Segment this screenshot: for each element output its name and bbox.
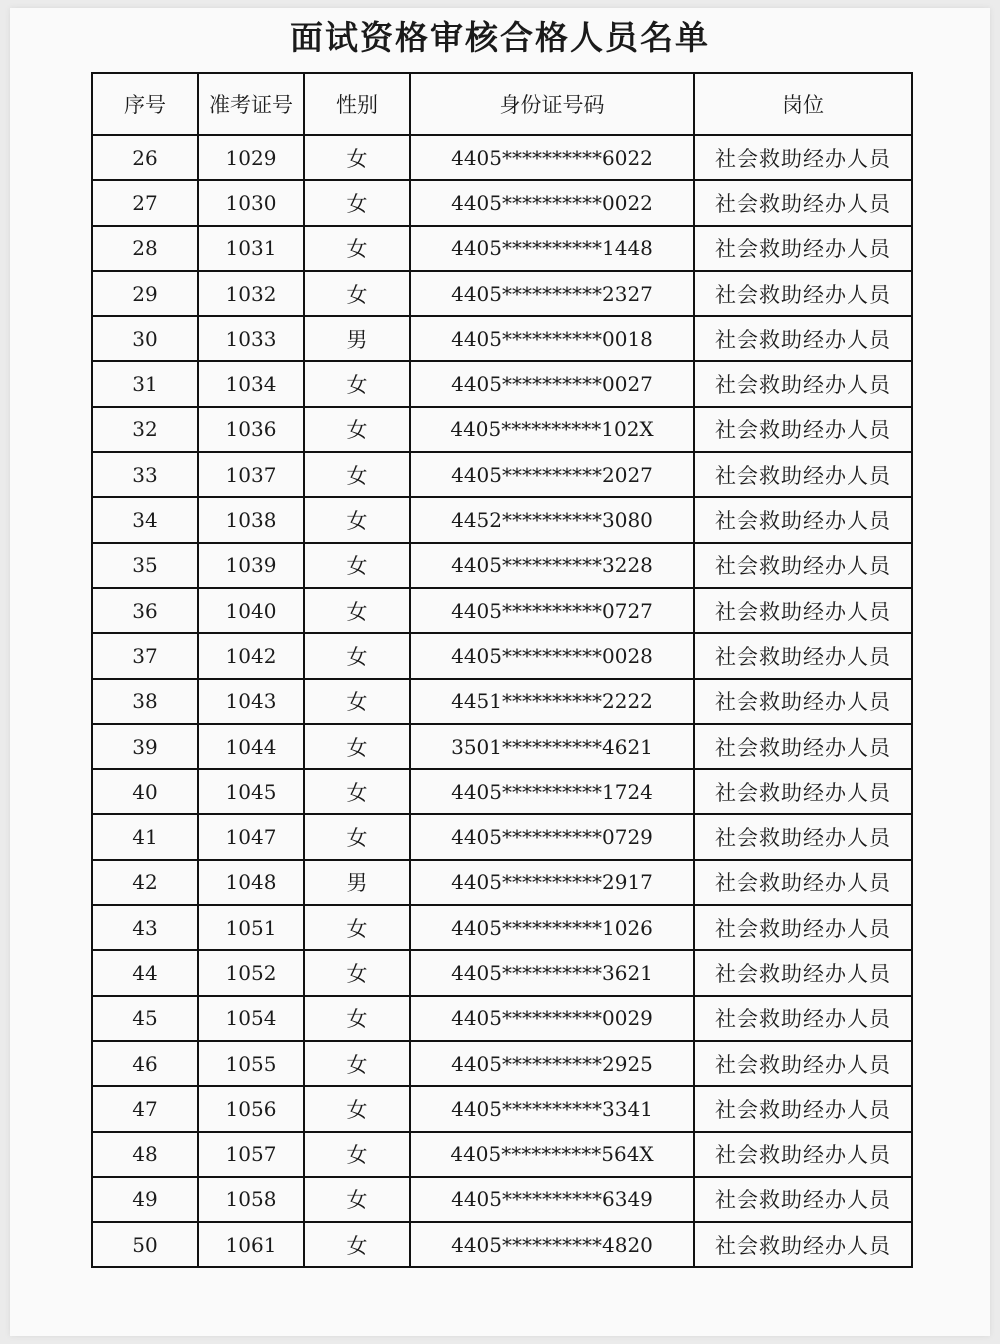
cell-serial-number: 40 xyxy=(92,769,198,814)
cell-id-number: 4405**********4820 xyxy=(410,1222,694,1267)
header-serial-number: 序号 xyxy=(92,73,198,135)
table-row xyxy=(92,1132,912,1177)
cell-gender: 女 xyxy=(304,588,410,633)
cell-post: 社会救助经办人员 xyxy=(694,950,912,995)
cell-post: 社会救助经办人员 xyxy=(694,905,912,950)
cell-post: 社会救助经办人员 xyxy=(694,497,912,542)
table-row xyxy=(92,1086,912,1131)
cell-id-number: 4405**********0028 xyxy=(410,633,694,678)
cell-post: 社会救助经办人员 xyxy=(694,135,912,180)
cell-exam-id: 1043 xyxy=(198,679,304,724)
cell-post: 社会救助经办人员 xyxy=(694,769,912,814)
cell-serial-number: 27 xyxy=(92,180,198,225)
table-row xyxy=(92,633,912,678)
cell-gender: 女 xyxy=(304,497,410,542)
cell-id-number: 4405**********3341 xyxy=(410,1086,694,1131)
cell-id-number: 4405**********2327 xyxy=(410,271,694,316)
table-row xyxy=(92,497,912,542)
header-exam-id: 准考证号 xyxy=(198,73,304,135)
cell-exam-id: 1045 xyxy=(198,769,304,814)
cell-id-number: 4405**********6349 xyxy=(410,1177,694,1222)
cell-post: 社会救助经办人员 xyxy=(694,996,912,1041)
cell-id-number: 4405**********0727 xyxy=(410,588,694,633)
cell-post: 社会救助经办人员 xyxy=(694,1086,912,1131)
table-row xyxy=(92,996,912,1041)
cell-id-number: 4405**********0729 xyxy=(410,814,694,859)
cell-gender: 女 xyxy=(304,996,410,1041)
cell-serial-number: 39 xyxy=(92,724,198,769)
table-row xyxy=(92,1041,912,1086)
table-row xyxy=(92,769,912,814)
cell-exam-id: 1034 xyxy=(198,361,304,406)
cell-gender: 女 xyxy=(304,724,410,769)
table-row xyxy=(92,316,912,361)
cell-id-number: 4405**********1724 xyxy=(410,769,694,814)
cell-serial-number: 44 xyxy=(92,950,198,995)
cell-exam-id: 1048 xyxy=(198,860,304,905)
cell-post: 社会救助经办人员 xyxy=(694,633,912,678)
cell-post: 社会救助经办人员 xyxy=(694,226,912,271)
table-row xyxy=(92,271,912,316)
cell-gender: 女 xyxy=(304,271,410,316)
table-row xyxy=(92,860,912,905)
header-post: 岗位 xyxy=(694,73,912,135)
cell-post: 社会救助经办人员 xyxy=(694,1132,912,1177)
cell-exam-id: 1042 xyxy=(198,633,304,678)
cell-exam-id: 1057 xyxy=(198,1132,304,1177)
cell-post: 社会救助经办人员 xyxy=(694,1222,912,1267)
cell-serial-number: 47 xyxy=(92,1086,198,1131)
table-row xyxy=(92,1177,912,1222)
cell-gender: 女 xyxy=(304,407,410,452)
table-row xyxy=(92,905,912,950)
cell-id-number: 4405**********0027 xyxy=(410,361,694,406)
cell-gender: 女 xyxy=(304,135,410,180)
table-header-row xyxy=(92,73,912,135)
cell-exam-id: 1031 xyxy=(198,226,304,271)
cell-serial-number: 49 xyxy=(92,1177,198,1222)
cell-exam-id: 1055 xyxy=(198,1041,304,1086)
table-row xyxy=(92,679,912,724)
cell-serial-number: 45 xyxy=(92,996,198,1041)
cell-post: 社会救助经办人员 xyxy=(694,1041,912,1086)
cell-id-number: 4405**********0022 xyxy=(410,180,694,225)
cell-id-number: 4405**********2027 xyxy=(410,452,694,497)
table-row xyxy=(92,407,912,452)
cell-serial-number: 35 xyxy=(92,543,198,588)
header-id-number: 身份证号码 xyxy=(410,73,694,135)
table-row xyxy=(92,135,912,180)
cell-id-number: 4405**********1448 xyxy=(410,226,694,271)
cell-gender: 女 xyxy=(304,1041,410,1086)
cell-post: 社会救助经办人员 xyxy=(694,180,912,225)
cell-serial-number: 33 xyxy=(92,452,198,497)
cell-id-number: 4405**********0018 xyxy=(410,316,694,361)
cell-exam-id: 1038 xyxy=(198,497,304,542)
table-row xyxy=(92,180,912,225)
cell-serial-number: 43 xyxy=(92,905,198,950)
cell-serial-number: 30 xyxy=(92,316,198,361)
cell-exam-id: 1039 xyxy=(198,543,304,588)
cell-serial-number: 46 xyxy=(92,1041,198,1086)
cell-exam-id: 1044 xyxy=(198,724,304,769)
table-row xyxy=(92,814,912,859)
cell-serial-number: 32 xyxy=(92,407,198,452)
cell-id-number: 4405**********6022 xyxy=(410,135,694,180)
cell-exam-id: 1029 xyxy=(198,135,304,180)
cell-id-number: 4405**********102X xyxy=(410,407,694,452)
cell-exam-id: 1061 xyxy=(198,1222,304,1267)
cell-serial-number: 48 xyxy=(92,1132,198,1177)
table-row xyxy=(92,543,912,588)
table-body xyxy=(92,135,912,1267)
cell-exam-id: 1036 xyxy=(198,407,304,452)
cell-id-number: 4405**********2917 xyxy=(410,860,694,905)
table-row xyxy=(92,950,912,995)
cell-post: 社会救助经办人员 xyxy=(694,316,912,361)
cell-serial-number: 50 xyxy=(92,1222,198,1267)
cell-gender: 女 xyxy=(304,769,410,814)
cell-post: 社会救助经办人员 xyxy=(694,452,912,497)
cell-serial-number: 36 xyxy=(92,588,198,633)
cell-id-number: 4405**********3228 xyxy=(410,543,694,588)
cell-post: 社会救助经办人员 xyxy=(694,814,912,859)
cell-gender: 女 xyxy=(304,1177,410,1222)
cell-id-number: 4452**********3080 xyxy=(410,497,694,542)
cell-gender: 女 xyxy=(304,905,410,950)
cell-serial-number: 31 xyxy=(92,361,198,406)
cell-post: 社会救助经办人员 xyxy=(694,860,912,905)
cell-serial-number: 38 xyxy=(92,679,198,724)
header-gender: 性别 xyxy=(304,73,410,135)
cell-post: 社会救助经办人员 xyxy=(694,588,912,633)
cell-post: 社会救助经办人员 xyxy=(694,407,912,452)
cell-id-number: 4405**********3621 xyxy=(410,950,694,995)
cell-exam-id: 1032 xyxy=(198,271,304,316)
cell-gender: 男 xyxy=(304,316,410,361)
cell-serial-number: 41 xyxy=(92,814,198,859)
cell-post: 社会救助经办人员 xyxy=(694,724,912,769)
cell-gender: 女 xyxy=(304,452,410,497)
cell-exam-id: 1052 xyxy=(198,950,304,995)
cell-exam-id: 1030 xyxy=(198,180,304,225)
cell-post: 社会救助经办人员 xyxy=(694,1177,912,1222)
cell-post: 社会救助经办人员 xyxy=(694,361,912,406)
cell-exam-id: 1033 xyxy=(198,316,304,361)
table-row xyxy=(92,588,912,633)
cell-serial-number: 26 xyxy=(92,135,198,180)
cell-id-number: 4405**********2925 xyxy=(410,1041,694,1086)
cell-gender: 女 xyxy=(304,1222,410,1267)
table-row xyxy=(92,361,912,406)
cell-gender: 男 xyxy=(304,860,410,905)
cell-serial-number: 37 xyxy=(92,633,198,678)
page-title: 面试资格审核合格人员名单 xyxy=(290,18,710,57)
cell-post: 社会救助经办人员 xyxy=(694,271,912,316)
cell-gender: 女 xyxy=(304,814,410,859)
cell-id-number: 4405**********1026 xyxy=(410,905,694,950)
cell-serial-number: 42 xyxy=(92,860,198,905)
cell-exam-id: 1037 xyxy=(198,452,304,497)
cell-gender: 女 xyxy=(304,543,410,588)
cell-post: 社会救助经办人员 xyxy=(694,679,912,724)
cell-gender: 女 xyxy=(304,633,410,678)
cell-exam-id: 1054 xyxy=(198,996,304,1041)
cell-exam-id: 1047 xyxy=(198,814,304,859)
table-row xyxy=(92,1222,912,1267)
cell-exam-id: 1056 xyxy=(198,1086,304,1131)
table-row xyxy=(92,226,912,271)
cell-exam-id: 1040 xyxy=(198,588,304,633)
table-row xyxy=(92,452,912,497)
cell-serial-number: 34 xyxy=(92,497,198,542)
cell-exam-id: 1058 xyxy=(198,1177,304,1222)
cell-id-number: 4405**********564X xyxy=(410,1132,694,1177)
cell-id-number: 4451**********2222 xyxy=(410,679,694,724)
cell-exam-id: 1051 xyxy=(198,905,304,950)
cell-serial-number: 28 xyxy=(92,226,198,271)
candidate-table xyxy=(91,72,913,1268)
cell-gender: 女 xyxy=(304,361,410,406)
cell-gender: 女 xyxy=(304,1086,410,1131)
cell-gender: 女 xyxy=(304,1132,410,1177)
table-row xyxy=(92,724,912,769)
cell-id-number: 3501**********4621 xyxy=(410,724,694,769)
cell-gender: 女 xyxy=(304,950,410,995)
cell-gender: 女 xyxy=(304,679,410,724)
cell-gender: 女 xyxy=(304,180,410,225)
cell-post: 社会救助经办人员 xyxy=(694,543,912,588)
cell-id-number: 4405**********0029 xyxy=(410,996,694,1041)
cell-serial-number: 29 xyxy=(92,271,198,316)
cell-gender: 女 xyxy=(304,226,410,271)
